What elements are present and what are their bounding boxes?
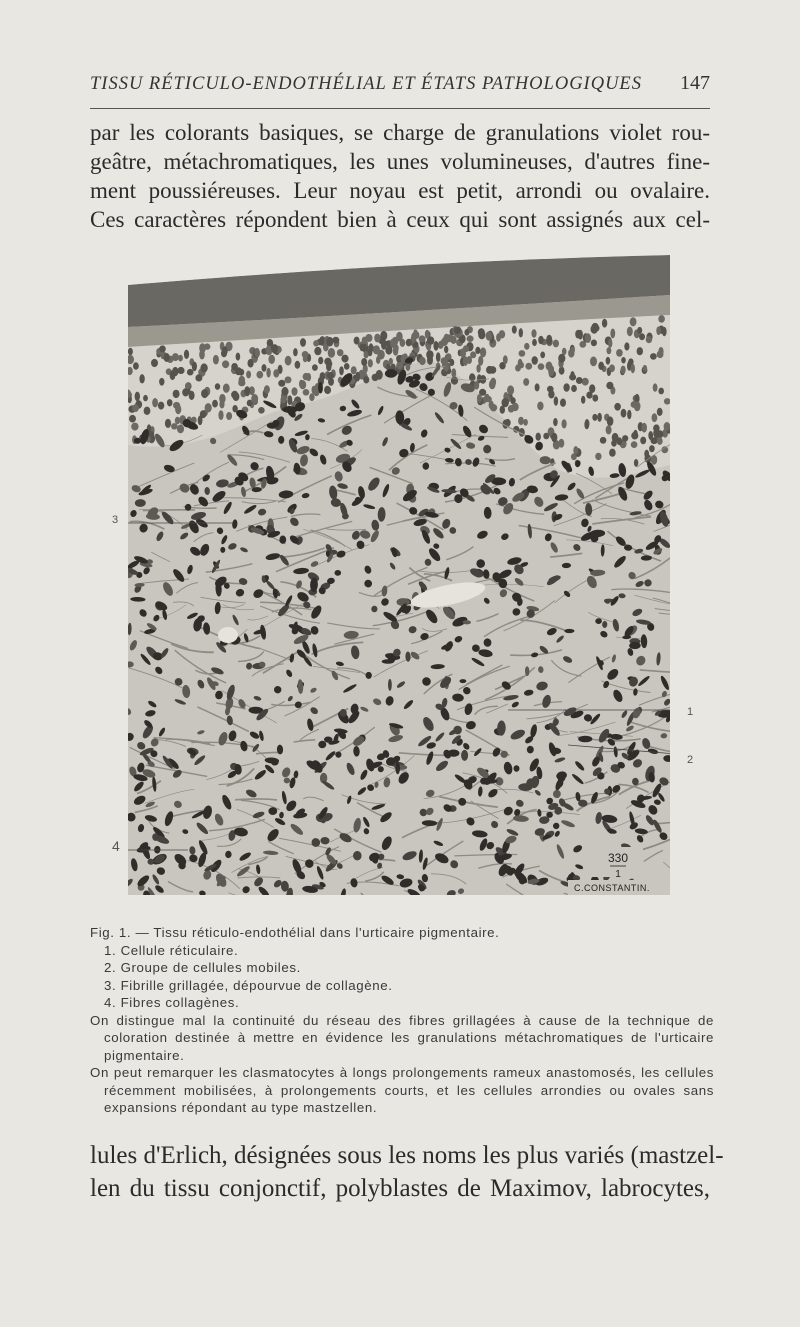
- epidermal-nucleus: [355, 372, 360, 382]
- epidermal-nucleus: [475, 347, 480, 354]
- epidermal-nucleus: [658, 388, 664, 395]
- epidermal-nucleus: [646, 336, 652, 343]
- epidermal-nucleus: [266, 368, 270, 378]
- epidermal-nucleus: [484, 394, 490, 402]
- epidermal-nucleus: [576, 377, 583, 384]
- callout-1: 1: [687, 706, 694, 718]
- epidermal-nucleus: [256, 371, 263, 379]
- epidermal-nucleus: [165, 419, 171, 428]
- epidermal-nucleus: [519, 328, 523, 337]
- epidermal-nucleus: [419, 335, 426, 342]
- epidermal-nucleus: [486, 331, 493, 340]
- epidermal-nucleus: [351, 366, 357, 374]
- epidermal-nucleus: [380, 331, 387, 341]
- mobile-cell: [220, 547, 225, 553]
- epidermal-nucleus: [264, 385, 270, 393]
- caption-title: Fig. 1. — Tissu réticulo-endothélial dans l'urticaire pigmentaire.: [90, 925, 500, 940]
- epidermal-nucleus: [621, 357, 626, 363]
- epidermal-nucleus: [592, 414, 597, 421]
- epidermal-nucleus: [591, 340, 597, 347]
- epidermal-nucleus: [341, 355, 348, 363]
- epidermal-nucleus: [393, 344, 399, 352]
- epidermal-nucleus: [285, 356, 292, 366]
- epidermal-nucleus: [368, 349, 373, 357]
- epidermal-nucleus: [633, 430, 638, 439]
- epidermal-nucleus: [195, 374, 202, 381]
- epidermal-nucleus: [151, 359, 158, 367]
- figure-caption: [90, 924, 714, 1117]
- epidermal-nucleus: [602, 319, 607, 328]
- epidermal-nucleus: [172, 353, 179, 361]
- epidermal-nucleus: [419, 357, 426, 365]
- epidermal-nucleus: [478, 328, 485, 336]
- epidermal-nucleus: [332, 337, 339, 344]
- epidermal-nucleus: [143, 395, 148, 401]
- epidermal-nucleus: [444, 346, 448, 353]
- epidermal-nucleus: [205, 403, 212, 412]
- running-title: TISSU RÉTICULO-ENDOTHÉLIAL ET ÉTATS PATHOLOGIQUES: [90, 74, 642, 94]
- mobile-cell: [382, 659, 395, 664]
- epidermal-nucleus: [499, 330, 506, 338]
- epidermal-nucleus: [650, 353, 657, 360]
- caption-item: 1. Cellule réticulaire.: [104, 942, 239, 958]
- epidermal-nucleus: [314, 347, 321, 355]
- epidermal-nucleus: [637, 347, 643, 355]
- epidermal-nucleus: [212, 400, 218, 408]
- epidermal-nucleus: [592, 325, 599, 332]
- epidermal-nucleus: [518, 417, 524, 425]
- epidermal-nucleus: [502, 398, 509, 407]
- epidermal-nucleus: [585, 333, 591, 343]
- epidermal-nucleus: [303, 373, 310, 380]
- epidermal-nucleus: [132, 404, 139, 412]
- epidermal-nucleus: [600, 437, 607, 444]
- epidermal-nucleus: [309, 393, 314, 401]
- epidermal-nucleus: [639, 333, 645, 340]
- epidermal-nucleus: [244, 386, 250, 396]
- caption-item: 2. Groupe de cellules mobiles.: [104, 960, 301, 975]
- epidermal-nucleus: [184, 350, 189, 359]
- epidermal-nucleus: [562, 419, 567, 428]
- epidermal-nucleus: [201, 389, 208, 398]
- epidermal-nucleus: [177, 367, 184, 374]
- epidermal-nucleus: [507, 385, 514, 395]
- epidermal-nucleus: [426, 350, 433, 359]
- epidermal-nucleus: [152, 398, 158, 407]
- caption-note: On distingue mal la continuité du réseau des fibres grillagées à cause de la technique de coloration destinée à mettre en évidence les granulations métachromatiques de l'urticaire pigmentaire.: [90, 1012, 714, 1063]
- artist-signature: C.CONSTANTIN.: [574, 883, 650, 893]
- epidermal-nucleus: [185, 383, 191, 389]
- epidermal-nucleus: [607, 416, 614, 426]
- epidermal-nucleus: [239, 376, 245, 385]
- mobile-cell: [460, 679, 467, 683]
- epidermal-nucleus: [213, 355, 219, 365]
- mobile-cell: [366, 672, 372, 679]
- page-number: 147: [680, 72, 710, 94]
- epidermal-nucleus: [614, 403, 621, 411]
- epidermal-nucleus: [571, 385, 577, 392]
- epidermal-nucleus: [262, 364, 267, 372]
- epidermal-nucleus: [177, 425, 184, 434]
- epidermal-nucleus: [622, 435, 628, 441]
- epidermal-nucleus: [446, 334, 453, 342]
- epidermal-nucleus: [192, 362, 197, 372]
- epidermal-nucleus: [158, 402, 164, 410]
- epidermal-nucleus: [326, 337, 333, 347]
- epidermal-nucleus: [560, 399, 566, 407]
- epidermal-nucleus: [218, 410, 223, 420]
- epidermal-nucleus: [187, 369, 194, 376]
- epidermal-nucleus: [658, 315, 665, 323]
- mobile-cell: [564, 629, 574, 633]
- epidermal-nucleus: [590, 357, 597, 367]
- epidermal-nucleus: [396, 332, 403, 342]
- epidermal-nucleus: [299, 380, 304, 388]
- epidermal-nucleus: [291, 387, 297, 396]
- text-line: geâtre, métachromatiques, les unes volumineuses, d'autres fine-: [90, 149, 710, 174]
- epidermal-nucleus: [477, 394, 482, 403]
- epidermal-nucleus: [519, 350, 526, 357]
- epidermal-nucleus: [436, 352, 441, 362]
- magnification-number: 330: [607, 851, 629, 865]
- epidermal-nucleus: [312, 364, 318, 371]
- epidermal-nucleus: [159, 345, 166, 352]
- epidermal-nucleus: [597, 413, 602, 422]
- running-head: [90, 72, 710, 95]
- mobile-cell: [388, 679, 392, 691]
- epidermal-nucleus: [128, 348, 133, 355]
- text-line: len du tissu conjonctif, polyblastes de Maximov, labrocytes,: [90, 1175, 710, 1202]
- epidermal-nucleus: [425, 330, 430, 339]
- epidermal-nucleus: [278, 380, 285, 387]
- epidermal-nucleus: [251, 394, 258, 404]
- epidermal-nucleus: [385, 345, 392, 354]
- epidermal-nucleus: [609, 364, 615, 372]
- epidermal-nucleus: [644, 450, 649, 459]
- epidermal-nucleus: [653, 429, 660, 438]
- epidermal-nucleus: [273, 369, 279, 377]
- epidermal-nucleus: [656, 326, 661, 335]
- epidermal-nucleus: [581, 396, 585, 404]
- epidermal-nucleus: [532, 339, 537, 346]
- epidermal-nucleus: [271, 344, 278, 353]
- epidermal-nucleus: [463, 356, 468, 366]
- epidermal-nucleus: [547, 386, 554, 393]
- epidermal-nucleus: [631, 364, 635, 373]
- epidermal-nucleus: [523, 419, 528, 426]
- epidermal-nucleus: [363, 376, 369, 383]
- epidermal-nucleus: [223, 384, 230, 393]
- epidermal-nucleus: [616, 349, 623, 357]
- epidermal-nucleus: [664, 422, 670, 431]
- epidermal-nucleus: [579, 341, 586, 348]
- mobile-cell: [279, 536, 286, 544]
- epidermal-nucleus: [532, 356, 538, 365]
- epidermal-nucleus: [396, 362, 403, 370]
- epidermal-nucleus: [293, 348, 298, 356]
- epidermal-nucleus: [551, 433, 557, 442]
- caption-note: On peut remarquer les clasmatocytes à longs prolongements rameux anastomosés, les cellules récemment mobilisées, à prolongements courts, et les cellules arrondies ou ovales sans expansions répondant au type mastzellen.: [90, 1065, 714, 1115]
- mobile-cell: [395, 762, 400, 774]
- text-line: Ces caractères répondent bien à ceux qui sont assignés aux cel-: [90, 207, 710, 232]
- epidermal-nucleus: [538, 336, 544, 345]
- text-line: lules d'Erlich, désignées sous les noms les plus variés (mastzel-: [90, 1142, 724, 1169]
- epidermal-nucleus: [640, 437, 646, 445]
- epidermal-nucleus: [215, 383, 220, 390]
- epidermal-nucleus: [344, 363, 350, 370]
- epidermal-nucleus: [303, 389, 310, 396]
- epidermal-nucleus: [175, 405, 181, 415]
- epidermal-nucleus: [627, 410, 631, 419]
- epidermal-nucleus: [406, 339, 412, 347]
- histology-illustration: [128, 255, 670, 895]
- epidermal-nucleus: [381, 340, 387, 350]
- epidermal-nucleus: [606, 425, 612, 434]
- magnification-denominator: 1: [615, 869, 621, 880]
- epidermal-nucleus: [231, 363, 238, 370]
- mobile-cell: [461, 750, 468, 761]
- mobile-cell: [578, 736, 592, 743]
- epidermal-nucleus: [657, 408, 663, 416]
- epidermal-nucleus: [133, 362, 139, 370]
- paragraph-bottom: [90, 1139, 724, 1205]
- epidermal-nucleus: [563, 383, 569, 392]
- epidermal-nucleus: [413, 331, 420, 339]
- epidermal-nucleus: [523, 378, 529, 386]
- epidermal-nucleus: [535, 383, 540, 391]
- epidermal-nucleus: [607, 347, 612, 354]
- epidermal-nucleus: [226, 412, 232, 420]
- epidermal-nucleus: [470, 351, 476, 358]
- epidermal-nucleus: [454, 327, 461, 334]
- mobile-cell: [546, 812, 553, 818]
- epidermal-nucleus: [219, 394, 225, 404]
- text-line: par les colorants basiques, se charge de granulations violet rou-: [90, 120, 710, 145]
- epidermal-nucleus: [373, 345, 380, 354]
- epidermal-nucleus: [546, 335, 552, 345]
- epidermal-nucleus: [144, 407, 151, 415]
- epidermal-nucleus: [222, 360, 229, 368]
- epidermal-nucleus: [254, 348, 259, 357]
- epidermal-nucleus: [634, 459, 638, 467]
- epidermal-nucleus: [515, 364, 521, 371]
- epidermal-nucleus: [531, 329, 536, 337]
- epidermal-nucleus: [450, 359, 455, 366]
- epidermal-nucleus: [641, 423, 647, 433]
- epidermal-nucleus: [324, 386, 330, 393]
- epidermal-nucleus: [524, 343, 529, 350]
- epidermal-nucleus: [595, 453, 601, 460]
- mobile-cell: [454, 494, 462, 503]
- paragraph-top: [90, 118, 710, 234]
- caption-item: 3. Fibrille grillagée, dépourvue de collagène.: [104, 977, 393, 993]
- epidermal-nucleus: [374, 334, 380, 343]
- epidermal-nucleus: [512, 326, 517, 334]
- epidermal-nucleus: [536, 433, 541, 441]
- epidermal-nucleus: [337, 349, 344, 356]
- epidermal-nucleus: [575, 330, 581, 339]
- epidermal-nucleus: [624, 342, 629, 350]
- epidermal-nucleus: [657, 437, 663, 445]
- epidermal-nucleus: [598, 362, 604, 370]
- epidermal-nucleus: [489, 401, 494, 409]
- epidermal-nucleus: [643, 365, 647, 372]
- epidermal-nucleus: [525, 363, 532, 370]
- callout-3: 3: [112, 514, 119, 526]
- epidermal-nucleus: [661, 446, 668, 453]
- epidermal-nucleus: [553, 418, 558, 426]
- epidermal-nucleus: [653, 383, 658, 391]
- epidermal-nucleus: [617, 437, 623, 445]
- epidermal-nucleus: [609, 449, 616, 457]
- epidermal-nucleus: [368, 359, 373, 367]
- epidermal-nucleus: [372, 374, 379, 381]
- epidermal-nucleus: [503, 355, 508, 364]
- epidermal-nucleus: [467, 335, 474, 342]
- epidermal-nucleus: [621, 409, 627, 418]
- epidermal-nucleus: [441, 357, 448, 364]
- epidermal-nucleus: [233, 392, 240, 401]
- epidermal-nucleus: [318, 357, 323, 365]
- epidermal-nucleus: [300, 338, 306, 347]
- epidermal-nucleus: [508, 405, 515, 413]
- header-rule: [90, 108, 710, 109]
- epidermal-nucleus: [538, 363, 545, 370]
- epidermal-nucleus: [326, 362, 332, 371]
- histology-figure: [128, 255, 670, 895]
- epidermal-nucleus: [376, 356, 380, 364]
- epidermal-nucleus: [406, 363, 411, 371]
- epidermal-nucleus: [651, 437, 658, 444]
- epidermal-nucleus: [295, 361, 301, 369]
- epidermal-nucleus: [328, 377, 334, 385]
- epidermal-nucleus: [129, 415, 136, 423]
- epidermal-nucleus: [236, 353, 241, 361]
- epidermal-nucleus: [460, 348, 465, 357]
- epidermal-nucleus: [159, 378, 164, 386]
- epidermal-nucleus: [464, 329, 469, 336]
- epidermal-nucleus: [553, 340, 559, 348]
- epidermal-nucleus: [327, 372, 334, 379]
- text-line: ment poussiéreuses. Leur noyau est petit, arrondi ou ovalaire.: [90, 178, 710, 203]
- epidermal-nucleus: [164, 353, 170, 362]
- epidermal-nucleus: [281, 387, 288, 395]
- epidermal-nucleus: [433, 341, 438, 351]
- epidermal-nucleus: [451, 368, 456, 378]
- epidermal-nucleus: [199, 350, 205, 360]
- epidermal-nucleus: [280, 396, 286, 403]
- epidermal-nucleus: [569, 374, 576, 381]
- epidermal-nucleus: [637, 327, 642, 334]
- epidermal-nucleus: [389, 358, 393, 365]
- epidermal-nucleus: [490, 378, 496, 387]
- caption-item: 4. Fibres collagènes.: [104, 995, 240, 1010]
- blood-vessel: [218, 627, 238, 643]
- epidermal-nucleus: [537, 402, 543, 411]
- epidermal-nucleus: [173, 390, 180, 398]
- epidermal-nucleus: [268, 355, 275, 364]
- epidermal-nucleus: [608, 339, 612, 348]
- epidermal-nucleus: [362, 337, 367, 345]
- epidermal-nucleus: [178, 355, 183, 362]
- epidermal-nucleus: [621, 366, 626, 374]
- epidermal-nucleus: [131, 423, 138, 431]
- epidermal-nucleus: [554, 396, 558, 405]
- callout-4: 4: [112, 838, 120, 854]
- epidermal-nucleus: [627, 327, 633, 337]
- epidermal-nucleus: [139, 374, 144, 383]
- epidermal-nucleus: [135, 392, 140, 402]
- epidermal-nucleus: [540, 352, 545, 359]
- epidermal-nucleus: [200, 363, 207, 372]
- epidermal-nucleus: [303, 356, 308, 363]
- epidermal-nucleus: [589, 384, 595, 393]
- epidermal-nucleus: [182, 388, 189, 396]
- epidermal-nucleus: [360, 344, 365, 352]
- epidermal-nucleus: [582, 378, 589, 386]
- callout-2: 2: [687, 754, 694, 766]
- epidermal-nucleus: [657, 351, 664, 358]
- epidermal-nucleus: [606, 357, 611, 365]
- epidermal-nucleus: [606, 382, 613, 390]
- epidermal-nucleus: [246, 371, 251, 379]
- epidermal-nucleus: [489, 366, 496, 374]
- epidermal-nucleus: [610, 329, 615, 339]
- epidermal-nucleus: [474, 381, 479, 390]
- epidermal-nucleus: [558, 354, 565, 363]
- epidermal-nucleus: [198, 416, 203, 426]
- epidermal-nucleus: [478, 356, 483, 366]
- epidermal-nucleus: [631, 441, 638, 448]
- epidermal-nucleus: [167, 399, 173, 406]
- epidermal-nucleus: [592, 395, 598, 402]
- epidermal-nucleus: [172, 367, 178, 376]
- epidermal-nucleus: [285, 376, 292, 383]
- epidermal-nucleus: [238, 369, 244, 376]
- epidermal-nucleus: [451, 377, 458, 385]
- epidermal-nucleus: [328, 348, 335, 358]
- epidermal-nucleus: [573, 446, 578, 454]
- epidermal-nucleus: [313, 340, 319, 346]
- epidermal-nucleus: [339, 366, 344, 375]
- epidermal-nucleus: [571, 347, 575, 354]
- epidermal-nucleus: [652, 413, 658, 422]
- epidermal-nucleus: [649, 445, 655, 452]
- epidermal-nucleus: [222, 346, 228, 355]
- epidermal-nucleus: [631, 401, 637, 408]
- epidermal-nucleus: [361, 358, 367, 366]
- epidermal-nucleus: [548, 366, 554, 376]
- epidermal-nucleus: [585, 419, 590, 428]
- epidermal-nucleus: [630, 317, 637, 326]
